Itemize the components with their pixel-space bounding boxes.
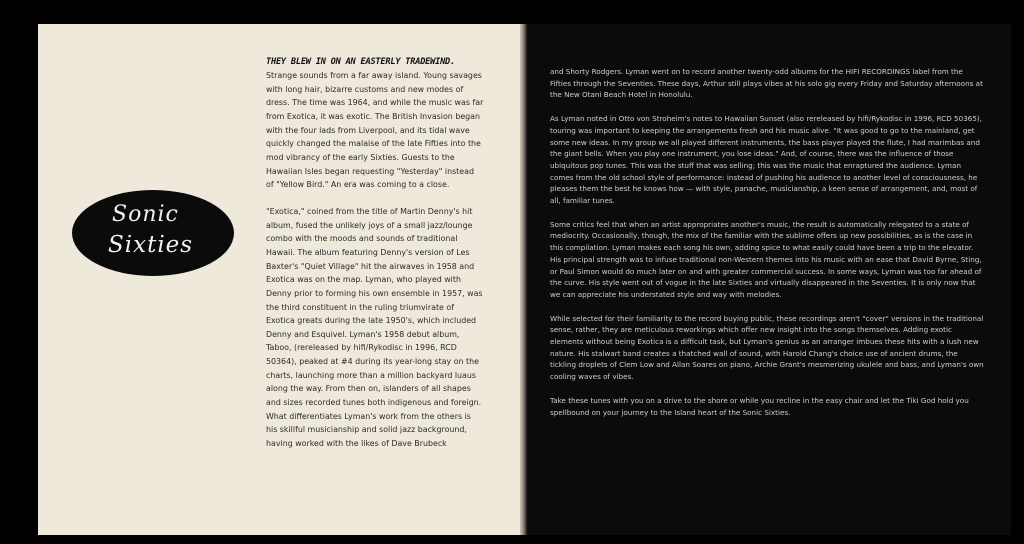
right-paragraph-1: and Shorty Rodgers. Lyman went on to record another twenty-odd albums for the HIFI RECORDINGS label from the Fifties through the Seventies. These days, Arthur still plays vibes at his solo gig every Friday and Saturday afternoons at the New Otani Beach Hotel in Honolulu. [550,67,983,100]
left-paragraph-1: Strange sounds from a far away island. Young savages with long hair, bizarre customs and new modes of dress. The time was 1964, and while the music was far from Exotica, it was exotic. The British Invasion began with the four lads from Liverpool, and its tidal wave quickly changed the malaise of the late Fifties into the mod vibrancy of the early Sixties. Guests to the Hawaiian Isles began requesting "Yesterday" instead of "Yellow Bird." An era was coming to a close. [266,71,484,190]
right-paragraph-4: While selected for their familiarity to the record buying public, these recordings aren't "cover" versions in the traditional sense, rather, they are meticulous reworkings which offer new insight into the songs themselves. Adding exotic elements without being Exotica is a difficult task, but Lyman's genius as an arranger imbues these hits with a lush new nature. His stalwart band creates a thatched wall of sound, with Harold Chang's choice use of ancient drums, the tickling droplets of Clem Low and Allan Soares on piano, Archie Grant's mesmerizing ukulele and bass, and Lyman's own cooling waves of vibes. [550,313,984,382]
logo-word-sixties: Sixties [108,232,194,258]
page-fold [520,24,527,535]
logo-word-sonic: Sonic [112,202,179,227]
right-paragraph-5: Take these tunes with you on a drive to the shore or while you recline in the easy chair and let the Tiki God hold you spellbound on your journey to the Island heart of the Sonic Sixties. [550,395,969,417]
left-paragraph-2: "Exotica," coined from the title of Martin Denny's hit album, fused the unlikely joys of a small jazz/lounge combo with the moods and sounds of traditional Hawaii. The album featuring Denny's version of Les Baxter's "Quiet Village" hit the airwaves in 1958 and Exotica was on the map. Lyman, who played with Denny prior to forming his own ensemble in 1957, was the third constituent in the ruling triumvirate of Exotica greats during the late 1950's, which included Denny and Esquivel. Lyman's 1958 debut album, Taboo, (rereleased by hifi/Rykodisc in 1996, RCD 50364), peaked at #4 during its year-long stay on the charts, launching more than a million backyard luaus along the way. From then on, islanders of all shapes and sizes recorded tunes both indigenous and foreign. What differentiates Lyman's work from the others is his skillful musicianship and solid jazz background, having worked with the likes of Dave Brubeck [266,206,483,449]
right-text-column [550,66,985,430]
sonic-sixties-logo [72,190,234,276]
right-paragraph-3: Some critics feel that when an artist appropriates another's music, the result is automatically relegated to a state of mediocrity. Occasionally, though, the mix of the familiar with the sublime offers up new possibilities, as is the case in this compilation. Lyman makes each song his own, adding spice to what easily could have been a trip to the elevator. His principal strength was to infuse traditional non-Western themes into his music with an ease that David Byrne, Sting, or Paul Simon would do much later on and with greater commercial success. In some ways, Lyman was too far ahead of the curve. His style went out of vogue in the late Sixties and virtually disappeared in the Seventies. It is only now that we can appreciate his understated style and way with melodies. [550,219,982,299]
left-text-column [266,56,484,464]
left-heading: THEY BLEW IN ON AN EASTERLY TRADEWIND. [266,57,456,67]
right-paragraph-2: As Lyman noted in Otto von Stroheim's notes to Hawaiian Sunset (also rereleased by hifi/Rykodisc in 1996, RCD 50365), touring was important to keeping the arrangements fresh and his music alive. "It was good to go to the mainland, get some new ideas. In my group we all played different instruments, the bass player played the flute, I had marimbas and the giant bells. When you play one instrument, you lose ideas." And, of course, there was the influence of those ubiquitous pop tunes. This was the stuff that was selling; this was the music that enraptured the audience. Lyman comes from the old school style of performance: instead of pushing his audience to another level of consciousness, he pleases them the best he knows how — with style, panache, musicianship, a keen sense of arrangement, and, most of all, familiar tunes. [550,114,983,206]
